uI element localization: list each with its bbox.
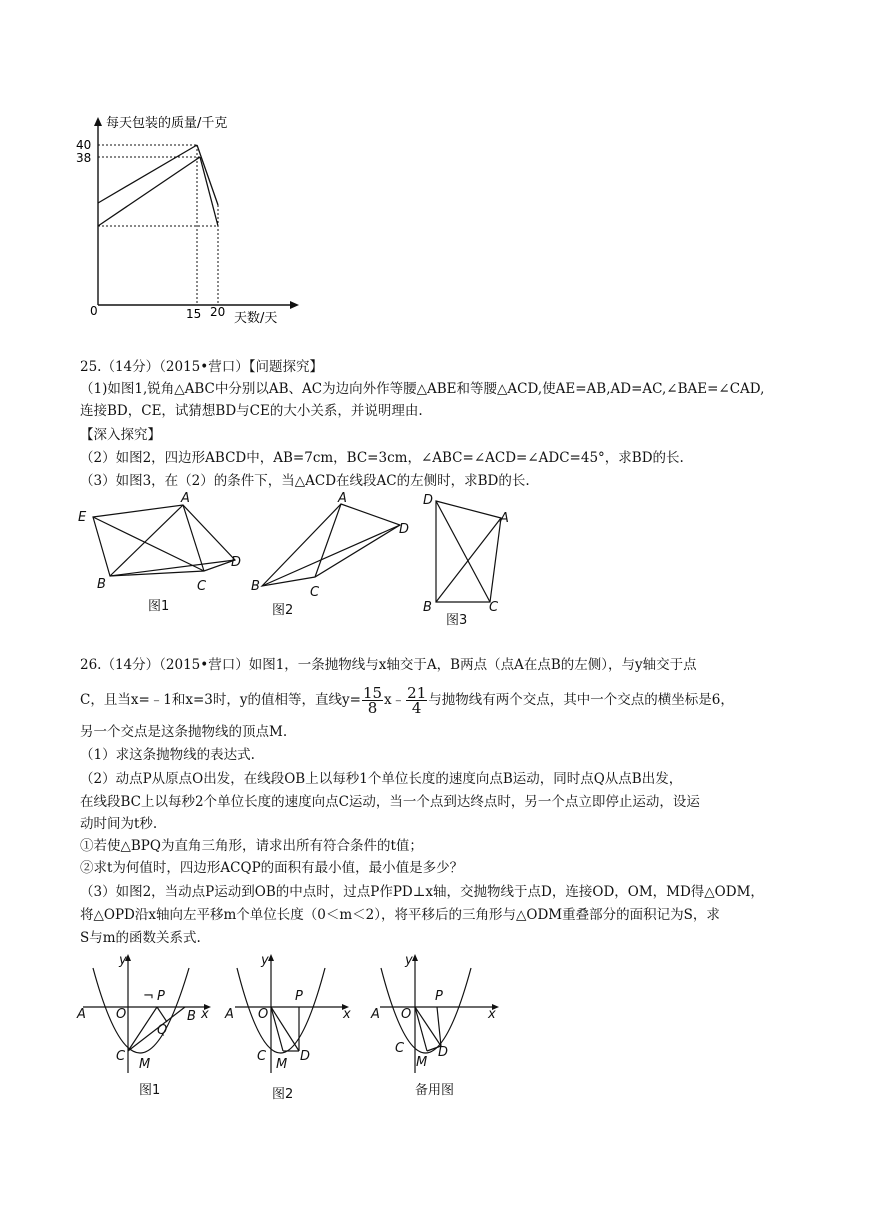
fig1-label-Q: Q [157, 1023, 168, 1038]
q26-figures [75, 948, 525, 1108]
q26-line5: （2）动点P从原点O出发，在线段OB上以每秒1个单位长度的速度向点B运动，同时点Q从点B出发， [80, 771, 683, 787]
q26-line2-mid: x﹣ [384, 692, 406, 708]
fig1-label-P: P [157, 989, 165, 1004]
fig3-label-C: C [395, 1041, 405, 1056]
q25-section-title: 【深入探究】 [80, 427, 161, 443]
q25-part1-line2: 连接BD，CE，试猜想BD与CE的大小关系，并说明理由. [80, 403, 423, 419]
fig3-label-A: A [500, 511, 509, 526]
fig3-label-D: D [438, 1045, 449, 1060]
fig1-label-A: A [77, 1007, 86, 1022]
fig3-label-P: P [435, 989, 443, 1004]
fig1-label-D: D [231, 555, 242, 570]
fig1-label-E: E [78, 510, 87, 525]
fig1-label-B: B [187, 1009, 196, 1024]
fig2-label-C: C [310, 585, 320, 600]
fig1-outline [93, 505, 235, 576]
q26-line4: （1）求这条抛物线的表达式. [80, 747, 255, 763]
fig3-label-C: C [489, 600, 499, 615]
fig1-label-y: y [119, 953, 127, 968]
fraction-15-8: $\frac{15}{8}$ [362, 684, 383, 717]
quantity-days-graph [70, 105, 300, 330]
q26-line9: ②求t为何值时，四边形ACQP的面积有最小值，最小值是多少？ [80, 860, 464, 876]
line-lower [98, 157, 200, 226]
fig2-label-P: P [295, 989, 303, 1004]
q25-part1-line1: （1)如图1,锐角△ABC中分别以AB、AC为边向外作等腰△ABE和等腰△ACD,使AE=AB,AD=AC,∠BAE=∠CAD, [80, 381, 765, 397]
fig3-label-x: x [488, 1007, 496, 1022]
q26-line2 [80, 680, 734, 720]
q26-line6: 在线段BC上以每秒2个单位长度的速度向点C运动，当一个点到达终点时，另一个点立即停止运动，设运 [80, 794, 700, 810]
fig2-label-D: D [399, 522, 410, 537]
fig2-parabola [237, 968, 325, 1053]
fig1-right-angle-mark: ¬ [143, 989, 154, 1004]
line-decline-b [200, 157, 218, 226]
x-axis-label: 天数/天 [234, 311, 278, 326]
q26-fig3-caption: 备用图 [415, 1083, 455, 1098]
fig3-label-M: M [416, 1055, 428, 1070]
fig1-label-B: B [97, 577, 106, 592]
fig3-outline [436, 501, 501, 602]
q26-line10: （3）如图2，当动点P运动到OB的中点时，过点P作PD⊥x轴，交抛物线于点D，连接OD，OM，MD得△ODM， [80, 884, 764, 900]
q26-fig2-caption: 图2 [272, 1087, 294, 1102]
fig1-label-C: C [116, 1049, 126, 1064]
fig1-caption: 图1 [148, 599, 170, 614]
y-tick-38: 38 [76, 151, 92, 165]
fig1-label-x: x [201, 1007, 209, 1022]
y-axis-label: 每天包装的质量/千克 [106, 116, 228, 131]
fig1-label-M: M [139, 1057, 151, 1072]
fig2-label-B: B [251, 579, 260, 594]
q26-line2-pre: C，且当x=﹣1和x=3时，y的值相等，直线y= [80, 692, 361, 708]
x-tick-20: 20 [210, 305, 226, 319]
fig2-caption: 图2 [272, 603, 294, 618]
fig3-label-A: A [371, 1007, 380, 1022]
q26-line12: S与m的函数关系式. [80, 930, 201, 946]
fig3-label-O: O [401, 1007, 412, 1022]
fig1-label-A: A [181, 491, 190, 506]
origin-label: 0 [90, 304, 98, 318]
fig1-label-O: O [116, 1007, 127, 1022]
q25-part2: （2）如图2，四边形ABCD中，AB=7cm，BC=3cm，∠ABC=∠ACD=∠ADC=45°，求BD的长. [80, 450, 684, 466]
q26-line11: 将△OPD沿x轴向左平移m个单位长度（0＜m＜2），将平移后的三角形与△ODM重叠部分的面积记为S，求 [80, 907, 720, 923]
fig3-label-B: B [423, 600, 432, 615]
q26-line2-post: 与抛物线有两个交点，其中一个交点的横坐标是6， [428, 692, 734, 708]
fig2-outline [262, 504, 400, 586]
fig2-label-M: M [276, 1057, 288, 1072]
fig3-label-D: D [423, 493, 434, 508]
q26-line8: ①若使△BPQ为直角三角形，请求出所有符合条件的t值； [80, 838, 423, 854]
fig2-label-A: A [225, 1007, 234, 1022]
fig1-label-C: C [197, 579, 207, 594]
fig2-label-A: A [338, 491, 347, 506]
line-decline-a [197, 145, 218, 205]
x-tick-15: 15 [186, 307, 202, 321]
fig2-label-x: x [343, 1007, 351, 1022]
q25-figures [70, 490, 530, 630]
fig3-label-y: y [405, 953, 413, 968]
fig2-label-O: O [258, 1007, 269, 1022]
x-axis-arrow [290, 301, 299, 309]
fig2-label-y: y [261, 953, 269, 968]
fig3-caption: 图3 [446, 613, 468, 628]
y-tick-40: 40 [76, 138, 92, 152]
q26-line7: 动时间为t秒. [80, 816, 158, 832]
q26-line1: 26.（14分）（2015•营口）如图1，一条抛物线与x轴交于A，B两点（点A在点B的左侧），与y轴交于点 [80, 657, 697, 673]
q25-part3: （3）如图3，在（2）的条件下，当△ACD在线段AC的左侧时，求BD的长. [80, 473, 530, 489]
q26-fig1-caption: 图1 [139, 1083, 161, 1098]
q25-header: 25.（14分）（2015•营口）【问题探究】 [80, 359, 323, 375]
fig2-label-C: C [257, 1049, 267, 1064]
fig2-label-D: D [300, 1049, 311, 1064]
line-upper [98, 145, 197, 203]
fraction-21-4: $\frac{21}{4}$ [407, 684, 427, 717]
q26-line3: 另一个交点是这条抛物线的顶点M. [80, 724, 288, 740]
y-axis-arrow [94, 117, 102, 126]
